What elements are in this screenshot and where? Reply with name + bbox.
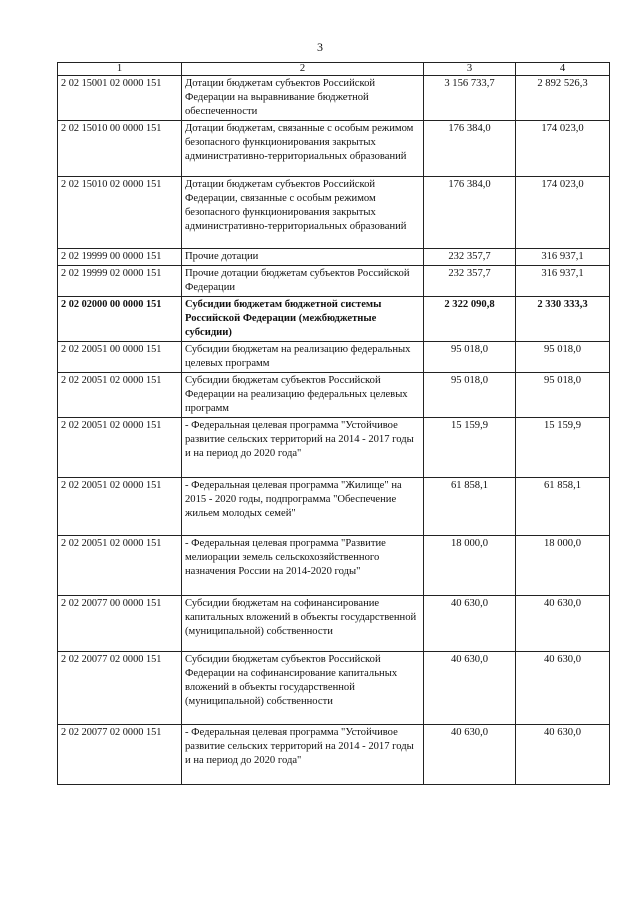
table-row — [58, 477, 610, 535]
row-value-col3: 15 159,9 — [424, 417, 516, 477]
row-value-col3: 3 156 733,7 — [424, 76, 516, 121]
row-value-col3: 232 357,7 — [424, 266, 516, 297]
row-name: Субсидии бюджетам бюджетной системы Российской Федерации (межбюджетные субсидии) — [182, 296, 424, 341]
table-body — [58, 76, 610, 785]
row-value-col4: 18 000,0 — [516, 535, 610, 595]
table-row — [58, 177, 610, 249]
row-value-col4: 2 892 526,3 — [516, 76, 610, 121]
row-name: Субсидии бюджетам субъектов Российской Федерации на софинансирование капитальных вложений в объекты государственной (муниципальной) собственности — [182, 651, 424, 724]
row-value-col3: 40 630,0 — [424, 595, 516, 651]
row-name: Дотации бюджетам субъектов Российской Федерации на выравнивание бюджетной обеспеченности — [182, 76, 424, 121]
column-header: 3 — [424, 63, 516, 76]
column-header: 2 — [182, 63, 424, 76]
row-value-col3: 176 384,0 — [424, 177, 516, 249]
table-row — [58, 249, 610, 266]
table-row — [58, 417, 610, 477]
row-code: 2 02 20051 02 0000 151 — [58, 372, 182, 417]
row-code: 2 02 20051 02 0000 151 — [58, 417, 182, 477]
table-row — [58, 595, 610, 651]
row-name: - Федеральная целевая программа "Жилище" на 2015 - 2020 годы, подпрограмма "Обеспечение жильем молодых семей" — [182, 477, 424, 535]
row-value-col3: 2 322 090,8 — [424, 296, 516, 341]
row-code: 2 02 20051 02 0000 151 — [58, 535, 182, 595]
table-row — [58, 651, 610, 724]
row-value-col4: 95 018,0 — [516, 341, 610, 372]
table-row — [58, 121, 610, 177]
row-value-col4: 15 159,9 — [516, 417, 610, 477]
row-value-col4: 316 937,1 — [516, 266, 610, 297]
row-name: - Федеральная целевая программа "Устойчивое развитие сельских территорий на 2014 - 2017 годы и на период до 2020 года" — [182, 724, 424, 784]
row-value-col4: 174 023,0 — [516, 177, 610, 249]
page-number: 3 — [317, 40, 323, 54]
table-row — [58, 535, 610, 595]
row-name: Дотации бюджетам, связанные с особым режимом безопасного функционирования закрытых административно-территориальных образований — [182, 121, 424, 177]
table-row — [58, 724, 610, 784]
table-row — [58, 76, 610, 121]
row-name: Дотации бюджетам субъектов Российской Федерации, связанные с особым режимом безопасного функционирования закрытых административно-территориальных образований — [182, 177, 424, 249]
row-code: 2 02 15010 00 0000 151 — [58, 121, 182, 177]
row-code: 2 02 19999 02 0000 151 — [58, 266, 182, 297]
row-value-col4: 174 023,0 — [516, 121, 610, 177]
table-row — [58, 266, 610, 297]
row-value-col4: 2 330 333,3 — [516, 296, 610, 341]
column-header: 4 — [516, 63, 610, 76]
budget-table — [57, 62, 610, 785]
row-code: 2 02 20051 00 0000 151 — [58, 341, 182, 372]
header-row — [58, 63, 610, 76]
row-code: 2 02 20051 02 0000 151 — [58, 477, 182, 535]
row-value-col3: 40 630,0 — [424, 651, 516, 724]
row-value-col4: 40 630,0 — [516, 595, 610, 651]
table-row — [58, 296, 610, 341]
row-value-col3: 95 018,0 — [424, 341, 516, 372]
row-value-col4: 95 018,0 — [516, 372, 610, 417]
row-name: Субсидии бюджетам на реализацию федеральных целевых программ — [182, 341, 424, 372]
table-row — [58, 372, 610, 417]
column-header: 1 — [58, 63, 182, 76]
row-value-col4: 40 630,0 — [516, 651, 610, 724]
row-name: Субсидии бюджетам субъектов Российской Федерации на реализацию федеральных целевых программ — [182, 372, 424, 417]
row-code: 2 02 19999 00 0000 151 — [58, 249, 182, 266]
row-code: 2 02 02000 00 0000 151 — [58, 296, 182, 341]
row-value-col3: 95 018,0 — [424, 372, 516, 417]
row-value-col3: 232 357,7 — [424, 249, 516, 266]
row-code: 2 02 20077 02 0000 151 — [58, 651, 182, 724]
row-code: 2 02 20077 00 0000 151 — [58, 595, 182, 651]
row-value-col3: 40 630,0 — [424, 724, 516, 784]
row-value-col3: 61 858,1 — [424, 477, 516, 535]
row-name: Прочие дотации бюджетам субъектов Российской Федерации — [182, 266, 424, 297]
row-value-col4: 61 858,1 — [516, 477, 610, 535]
row-code: 2 02 15010 02 0000 151 — [58, 177, 182, 249]
row-name: - Федеральная целевая программа "Развитие мелиорации земель сельскохозяйственного назначения России на 2014-2020 годы" — [182, 535, 424, 595]
row-code: 2 02 15001 02 0000 151 — [58, 76, 182, 121]
row-value-col4: 316 937,1 — [516, 249, 610, 266]
row-value-col3: 18 000,0 — [424, 535, 516, 595]
row-name: Субсидии бюджетам на софинансирование капитальных вложений в объекты государственной (муниципальной) собственности — [182, 595, 424, 651]
row-value-col4: 40 630,0 — [516, 724, 610, 784]
row-value-col3: 176 384,0 — [424, 121, 516, 177]
row-name: - Федеральная целевая программа "Устойчивое развитие сельских территорий на 2014 - 2017 годы и на период до 2020 года" — [182, 417, 424, 477]
table-row — [58, 341, 610, 372]
row-code: 2 02 20077 02 0000 151 — [58, 724, 182, 784]
row-name: Прочие дотации — [182, 249, 424, 266]
